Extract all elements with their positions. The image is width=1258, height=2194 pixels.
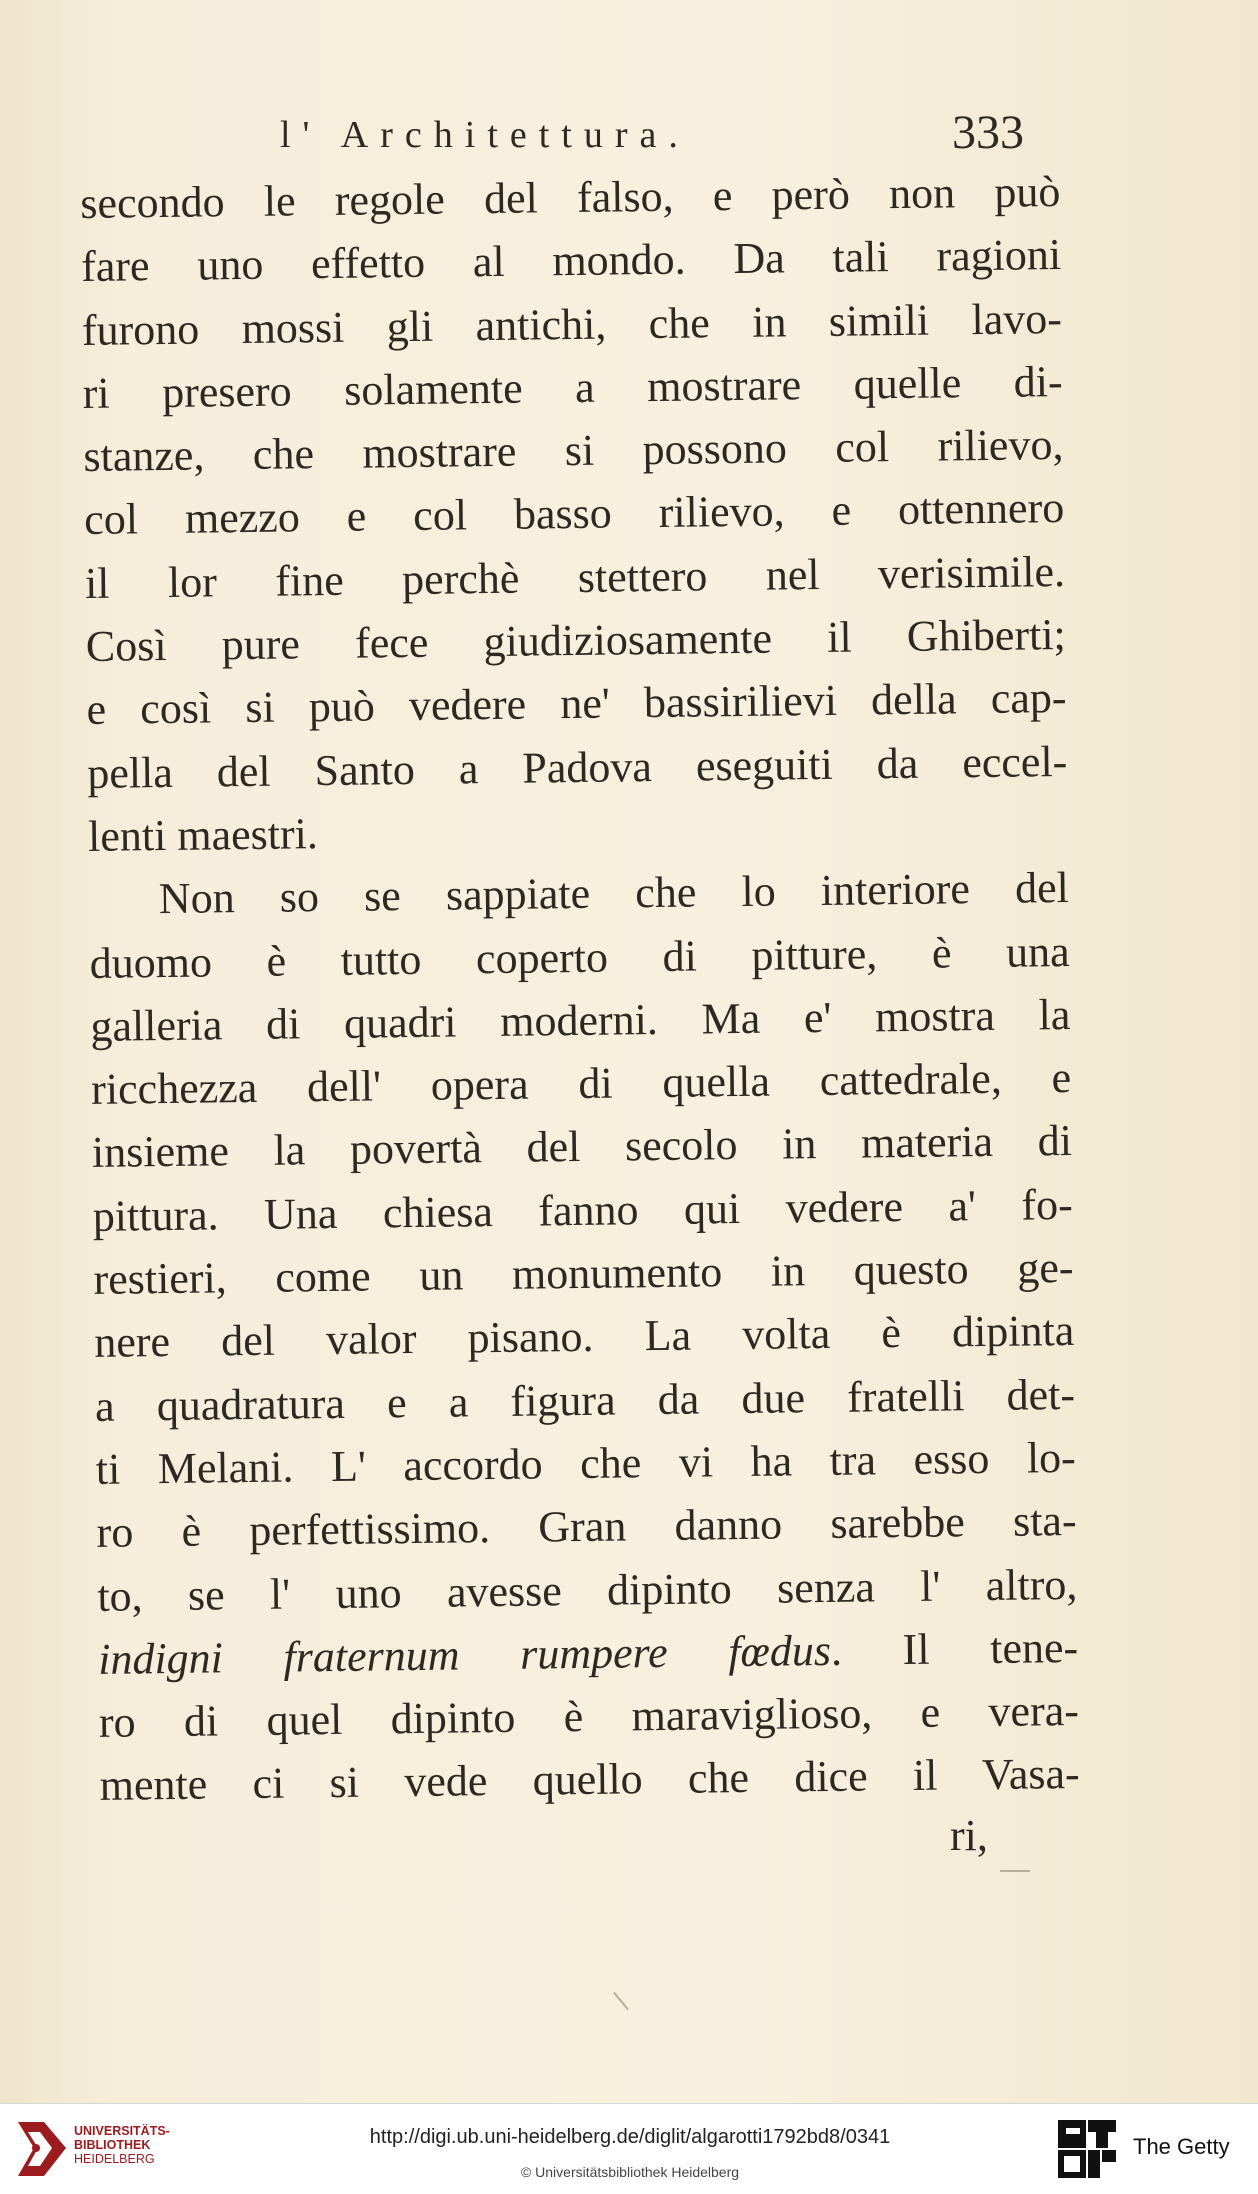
text-line: Così pure fece giudiziosamente il Ghiberti;: [85, 610, 1067, 672]
text-line: ri presero solamente a mostrare quelle di-: [82, 356, 1063, 418]
paper-mark: [1000, 1870, 1030, 1872]
text-line: secondo le regole del falso, e però non può: [80, 167, 1061, 228]
text-line-latin-quote: [98, 1616, 1079, 1691]
text-line: to, se l' uno avesse dipinto senza l' altro,: [97, 1559, 1078, 1621]
paragraph-start-line: Non so se sappiate che lo interiore del: [158, 863, 1070, 924]
text-line: e così si può vedere ne' bassirilievi della cap-: [86, 673, 1067, 735]
running-title: l' Architettura.: [280, 114, 690, 156]
getty-logo-icon: [1056, 2118, 1118, 2180]
text-line: nere del valor pisano. La volta è dipinta: [94, 1306, 1075, 1368]
text-line: galleria di quadri moderni. Ma e' mostra la: [90, 989, 1071, 1051]
getty-label: The Getty: [1133, 2134, 1230, 2159]
text-line: duomo è tutto coperto di pitture, è una: [89, 926, 1070, 988]
text-line: insieme la povertà del secolo in materia di: [91, 1116, 1073, 1178]
text-line: col mezzo e col basso rilievo, e ottennero: [83, 483, 1065, 545]
latin-quote: indigni fraternum rumpere fœdus: [97, 1625, 832, 1684]
text-line: ro è perfettissimo. Gran danno sarebbe sta-: [96, 1496, 1077, 1558]
text-line: furono mossi gli antichi, che in simili lavo-: [81, 293, 1063, 355]
text-line: pella del Santo a Padova eseguiti da eccel-: [87, 736, 1068, 798]
text-line: il lor fine perchè stettero nel verisimile.: [84, 546, 1066, 608]
text-line: stanze, che mostrare si possono col rilievo,: [83, 420, 1064, 482]
text-line: lenti maestri.: [87, 809, 319, 861]
text-line: ro di quel dipinto è maraviglioso, e vera-: [98, 1686, 1080, 1748]
running-head: [0, 105, 1258, 165]
text-line: mente ci si vede quello che dice il Vasa-: [99, 1749, 1080, 1811]
text-line: pittura. Una chiesa fanno qui vedere a' fo-: [92, 1179, 1073, 1241]
page-number: 333: [952, 106, 1024, 159]
catchword: ri,: [950, 1811, 988, 1860]
university-seal-icon: [14, 2118, 70, 2180]
text-line: ricchezza dell' opera di quella cattedrale, e: [90, 1053, 1072, 1115]
copyright-notice: © Universitätsbibliothek Heidelberg: [520, 2164, 740, 2180]
body-text: [80, 160, 1080, 1818]
text-line: ti Melani. L' accordo che vi ha tra esso lo-: [95, 1432, 1077, 1494]
text-line: restieri, come un monumento in questo ge-: [93, 1242, 1074, 1304]
text-line: a quadratura e a figura da due fratelli det-: [94, 1369, 1076, 1431]
text-line-rest: . Il tene-: [830, 1622, 1079, 1675]
text-line: fare uno effetto al mondo. Da tali ragioni: [80, 230, 1062, 292]
viewer-footer: [0, 2103, 1258, 2194]
permalink-url[interactable]: http://digi.ub.uni-heidelberg.de/diglit/algarotti1792bd8/0341: [369, 2126, 891, 2148]
university-name: UNIVERSITÄTS- BIBLIOTHEK HEIDELBERG: [74, 2124, 170, 2166]
paper-mark: [613, 1992, 629, 2010]
